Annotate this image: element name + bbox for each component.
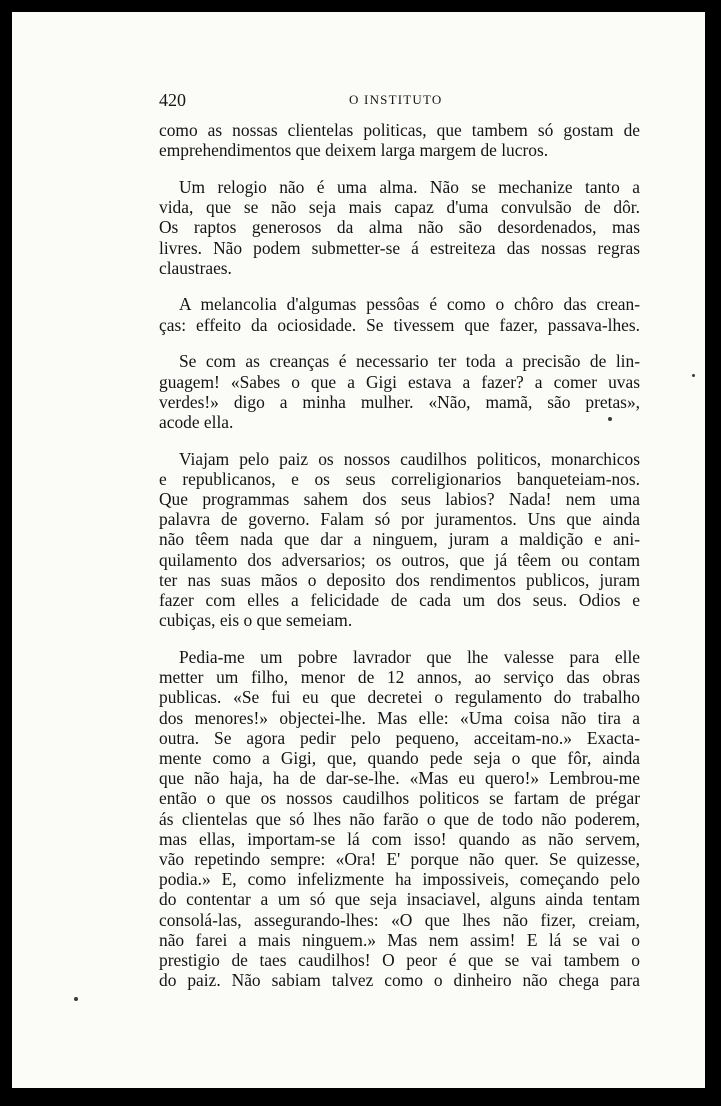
paragraph <box>159 351 640 432</box>
text-line: livres. Não podem submetter-se á estreiteza das nossas regras <box>159 237 640 258</box>
ink-speck <box>608 417 612 421</box>
text-line: vida, que se não seja mais capaz d'uma convulsão de dôr. <box>159 197 640 218</box>
text-line: vão repetindo sempre: «Ora! E' porque não quer. Se quizesse, <box>159 849 640 869</box>
text-line: que não haja, ha de dar-se-lhe. «Mas eu quero!» Lembrou-me <box>159 768 640 789</box>
paragraph <box>159 177 640 278</box>
text-line: dos menores!» objectei-lhe. Mas elle: «Uma coisa não tira a <box>159 707 640 728</box>
text-line: prestigio de taes caudilhos! O peor é que se vai tambem o <box>159 950 640 971</box>
text-line: ter nas suas mãos o deposito dos rendimentos publicos, juram <box>159 569 640 590</box>
running-head <box>159 90 639 114</box>
text-line: como as nossas clientelas politicas, que tambem só gostam de <box>159 120 640 140</box>
text-line: Viajam pelo paiz os nossos caudilhos politicos, monarchicos <box>179 448 640 469</box>
text-line: não farei a mais ninguem.» Mas nem assim! E lá se vai o <box>159 929 640 950</box>
ink-speck <box>692 374 695 377</box>
text-line: do paiz. Não sabiam talvez como o dinheiro não chega para <box>159 970 640 991</box>
ink-speck <box>74 997 78 1001</box>
paragraph <box>159 449 640 631</box>
text-line: outra. Se agora pedir pelo pequeno, acceitam-no.» Exacta- <box>159 727 640 748</box>
paragraph <box>159 647 640 990</box>
text-line: mas ellas, importam-se lá com isso! quando as não servem, <box>159 828 640 849</box>
text-line: ás clientelas que só lhes não farão o que de todo não poderem, <box>159 808 640 829</box>
text-line: do contentar a um só que seja insaciavel, alguns ainda tentam <box>159 889 640 910</box>
text-line: quilamento dos adversarios; os outros, que já têem ou contam <box>159 549 640 570</box>
text-line: podia.» E, como infelizmente ha impossiveis, começando pelo <box>159 869 640 890</box>
text-line: metter um filho, menor de 12 annos, ao serviço das obras <box>159 667 640 688</box>
text-line: Se com as creanças é necessario ter toda a precisão de lin- <box>179 351 640 372</box>
text-line: cubiças, eis o que semeiam. <box>159 610 353 631</box>
text-line: então o que os nossos caudilhos politicos se fartam de prégar <box>159 788 640 809</box>
paragraph <box>159 294 640 334</box>
text-line: Que programmas sahem dos seus labios? Nada! nem uma <box>159 489 640 510</box>
text-line: consolá-las, assegurando-lhes: «O que lhes não fizer, creiam, <box>159 909 640 930</box>
text-line: claustraes. <box>159 257 232 278</box>
text-line: publicas. «Se fui eu que decretei o regulamento do trabalho <box>159 687 640 708</box>
paragraph <box>159 120 640 160</box>
text-line: palavra de governo. Falam só por juramentos. Uns que ainda <box>159 509 640 530</box>
text-line: guagem! «Sabes o que a Gigi estava a fazer? a comer uvas <box>159 371 640 392</box>
book-page <box>12 12 705 1088</box>
text-line: A melancolia d'algumas pessôas é como o chôro das crean- <box>179 294 640 315</box>
text-line: ças: effeito da ociosidade. Se tivessem que fazer, passava-lhes. <box>159 314 640 335</box>
text-line: mente como a Gigi, que, quando pede seja o que fôr, ainda <box>159 747 640 768</box>
text-line: e republicanos, e os seus correligionarios banqueteiam-nos. <box>159 468 640 489</box>
text-line: verdes!» digo a minha mulher. «Não, mamã, são pretas», <box>159 391 640 412</box>
body-text <box>159 120 640 1007</box>
text-line: Pedia-me um pobre lavrador que lhe valesse para elle <box>179 646 640 667</box>
text-line: fazer com elles a felicidade de cada um dos seus. Odios e <box>159 590 640 611</box>
journal-title: O INSTITUTO <box>349 92 443 107</box>
text-line: emprehendimentos que deixem larga margem de lucros. <box>159 140 549 161</box>
text-line: Os raptos generosos da alma não são desordenados, mas <box>159 217 640 238</box>
text-line: acode ella. <box>159 411 234 432</box>
page-number: 420 <box>159 90 186 110</box>
text-line: não têem nada que dar a ninguem, juram a maldição e ani- <box>159 529 640 550</box>
text-line: Um relogio não é uma alma. Não se mechanize tanto a <box>179 176 640 197</box>
